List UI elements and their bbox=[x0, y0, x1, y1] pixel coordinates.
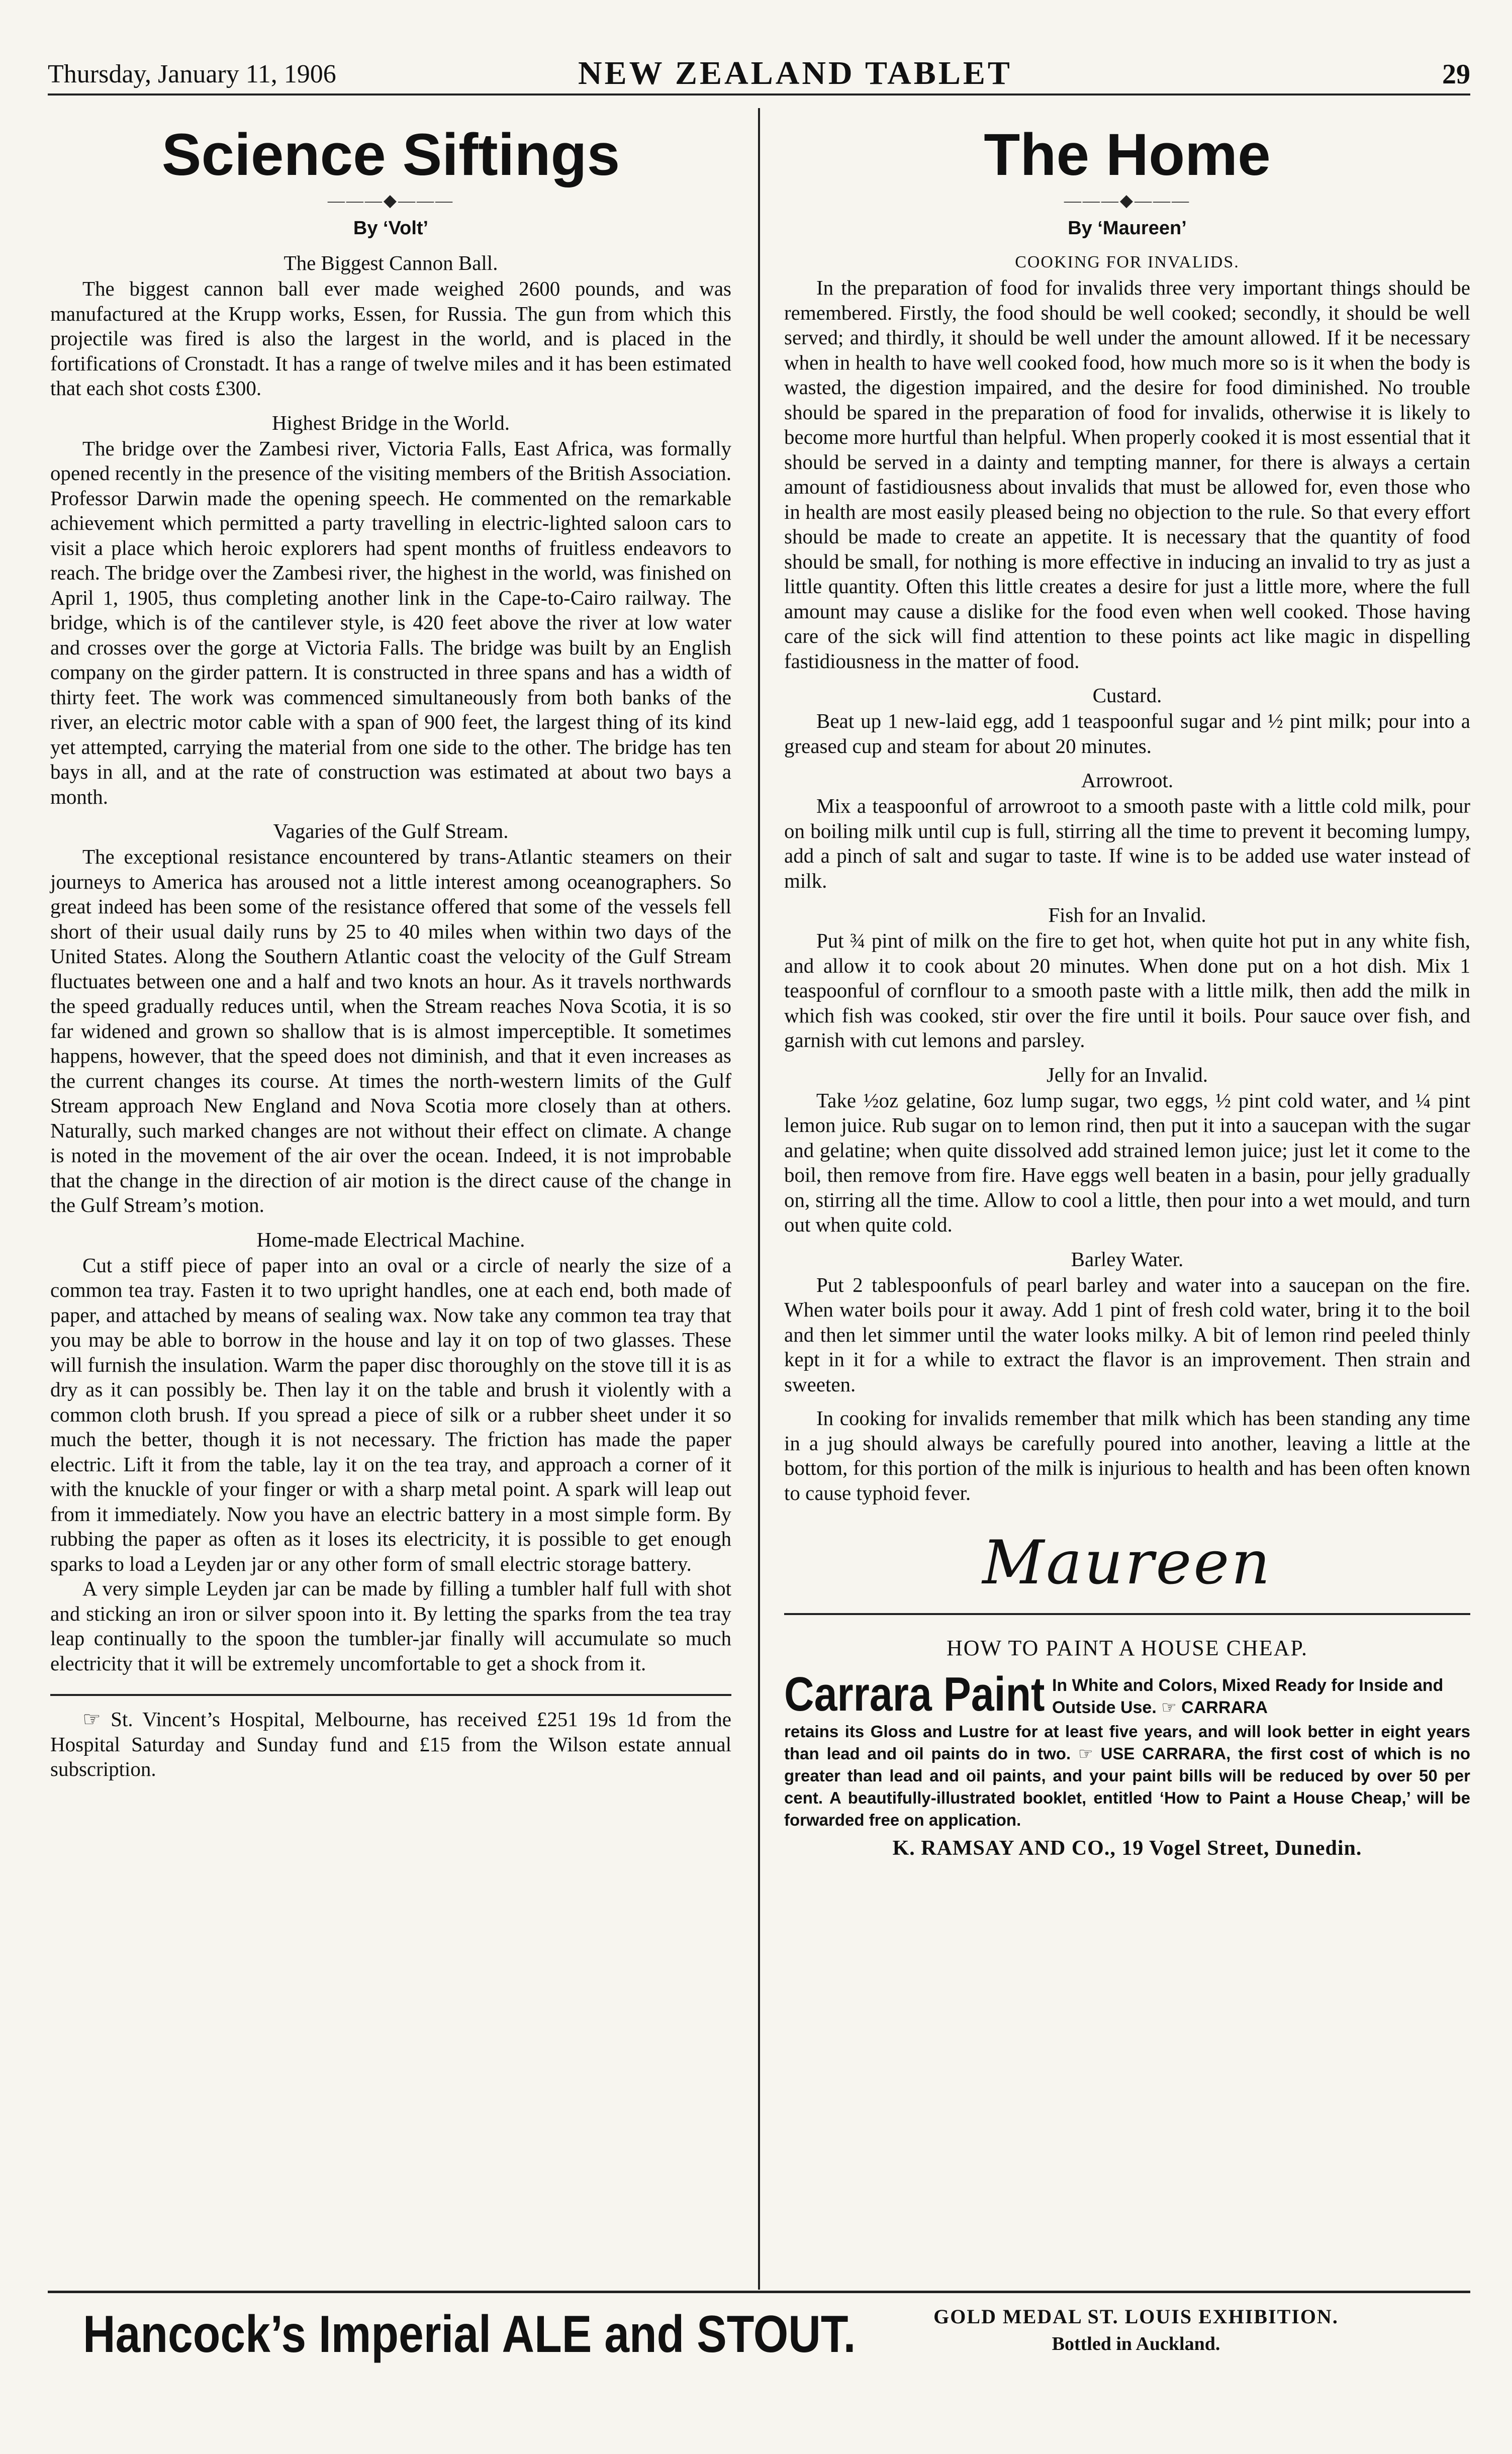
article-cooking-for-invalids bbox=[784, 250, 1470, 674]
page-number: 29 bbox=[1442, 59, 1470, 90]
recipe-heading: Fish for an Invalid. bbox=[1048, 903, 1206, 926]
recipe-fish bbox=[784, 902, 1470, 1053]
brand-tagline: In White and Colors, Mixed Ready for Inside and Outside Use. ☞ CARRARA bbox=[1052, 1676, 1444, 1717]
article-paragraph: A very simple Leyden jar can be made by filling a tumbler half full with shot and sticking an iron or silver spoon into it. By letting the sparks from the tea tray leap continually to the spoon the tumbler-jar finally will accumulate so much electricity that it will be extremely uncomfortable to get a shock from it. bbox=[50, 1577, 731, 1675]
carrara-paint-advertisement bbox=[784, 1613, 1470, 1863]
recipe-heading: Custard. bbox=[1092, 684, 1162, 707]
article-cannon-ball bbox=[50, 250, 731, 401]
note-text: St. Vincent’s Hospital, Melbourne, has received £251 19s 1d from the Hospital Saturday and Sunday fund and £15 from the Wilson estate annual subscription. bbox=[50, 1708, 731, 1780]
issue-date: Thursday, January 11, 1906 bbox=[48, 60, 336, 88]
ad-footer: K. RAMSAY AND CO., 19 Vogel Street, Dunedin. bbox=[892, 1837, 1362, 1860]
the-home-title: The Home bbox=[984, 122, 1271, 188]
byline-volt: By ‘Volt’ bbox=[353, 218, 429, 239]
article-highest-bridge bbox=[50, 410, 731, 810]
the-home-column bbox=[784, 117, 1470, 1863]
recipe-arrowroot bbox=[784, 768, 1470, 893]
bottled-in-auckland: Bottled in Auckland. bbox=[1052, 2333, 1220, 2354]
recipe-heading: Jelly for an Invalid. bbox=[1046, 1063, 1208, 1086]
header-rule bbox=[48, 93, 1470, 96]
article-paragraph: The biggest cannon ball ever made weighed 2600 pounds, and was manufactured at the Krupp works, Essen, for Russia. The gun from which this projectile was fired is also the largest in the world, and is placed in the fortifications of Cronstadt. It has a range of twelve miles and it has been estimated that each shot costs £300. bbox=[50, 277, 731, 400]
ad-headline: HOW TO PAINT A HOUSE CHEAP. bbox=[946, 1636, 1308, 1660]
recipe-text: Mix a teaspoonful of arrowroot to a smooth paste with a little cold milk, pour on boiling milk until cup is full, stirring all the time to prevent it becoming lumpy, add a pinch of salt and sugar to taste. If wine is to be added use water instead of milk. bbox=[784, 794, 1470, 892]
recipe-text: Put ¾ pint of milk on the fire to get hot, when quite hot put in any white fish, and allow it to cook about 20 minutes. When done put on a hot dish. Mix 1 teaspoonful of cornflour to a smooth paste with a little milk, then add the milk in which fish was cooked, stir over the fire until it boils. Pour sauce over fish, and garnish with cut lemons and parsley. bbox=[784, 929, 1470, 1052]
page-header bbox=[48, 54, 1470, 98]
section-heading: Vagaries of the Gulf Stream. bbox=[273, 819, 509, 842]
column-divider bbox=[758, 108, 760, 2290]
hospital-note bbox=[50, 1694, 731, 1782]
bottom-banner bbox=[48, 2291, 1470, 2369]
ornament-divider: ———◆——— bbox=[327, 192, 454, 210]
masthead: NEW ZEALAND TABLET bbox=[578, 55, 1012, 91]
hancocks-ale-ad: Hancock’s Imperial ALE and STOUT. bbox=[83, 2305, 856, 2364]
article-paragraph: The bridge over the Zambesi river, Victoria Falls, East Africa, was formally opened recently in the presence of the visiting members of the British Association. Professor Darwin made the opening speech. He commented on the remarkable achievement which permitted a party travelling in electric-lighted saloon cars to visit a place which heroic explorers had spent months of fruitless endeavors to reach. The bridge over the Zambesi river, the highest in the world, was finished on April 1, 1905, thus completing another link in the Cape-to-Cairo railway. The bridge, which is of the cantilever style, is 420 feet above the river at low water and crosses over the gorge at Victoria Falls. The bridge was built by an English company on the girder pattern. It is constructed in three spans and has a width of thirty feet. The work was commenced simultaneously from both banks of the river, an electric motor cable with a span of 900 feet, the largest thing of its kind yet attempted, carrying the material from one side to the other. The bridge has ten bays in all, and at the rate of construction was estimated at about two bays a month. bbox=[50, 436, 731, 808]
science-siftings-column bbox=[50, 117, 731, 1782]
section-heading: Home-made Electrical Machine. bbox=[256, 1228, 525, 1251]
recipe-text: Beat up 1 new-laid egg, add 1 teaspoonful sugar and ½ pint milk; pour into a greased cup and steam for about 20 minutes. bbox=[784, 709, 1470, 758]
article-paragraph: In the preparation of food for invalids three very important things should be remembered. Firstly, the food should be well cooked; secondly, it should be well served; and thirdly, it should be well under the amount allowed. If it be necessary when in health to have well cooked food, how much more so is it when the body is wasted, the digestion impaired, and the desire for food diminished. No trouble should be spared in the preparation of food for invalids, otherwise it is likely to become more hurtful than helpful. When properly cooked it is most essential that it should be served in a dainty and tempting manner, for there is always a certain amount of fastidiousness about invalids that must be allowed for, even those who in health are most easily pleased being no objection to the rule. So that every effort should be made to create an appetite. It is necessary that the quantity of food should be small, for nothing is more effective in inducing an invalid to try as just a little quantity. Often this little creates a desire for just a little more, where the full amount may cause a dislike for the food even when well cooked. Those having care of the sick will find attention to these points act like magic in dispelling fastidiousness in the matter of food. bbox=[784, 276, 1470, 673]
section-heading: The Biggest Cannon Ball. bbox=[284, 251, 498, 274]
note-paragraph bbox=[50, 1707, 731, 1782]
article-paragraph: The exceptional resistance encountered by trans-Atlantic steamers on their journeys to America has aroused not a little interest among oceanographers. So great indeed has been some of the resistance offered that some of the vessels fell short of their usual daily runs by 25 to 40 miles when within two days of the United States. Along the Southern Atlantic coast the velocity of the Gulf Stream fluctuates between one and a half and two knots an hour. As it travels northwards the speed gradually reduces until, when the Stream reaches Nova Scotia, it is so far widened and grown so shallow that is is almost imperceptible. It sometimes happens, however, that the speed does not diminish, and that it even increases as the current changes its course. At times the north-western limits of the Gulf Stream approach New England and Nova Scotia more closely than at others. Naturally, such marked changes are not without their effect on climate. A change is noted in the movement of the air over the ocean. Indeed, it is not improbable that the change in the direction of air motion is the direct cause of the change in the Gulf Stream’s motion. bbox=[50, 845, 731, 1216]
section-heading: COOKING FOR INVALIDS. bbox=[1015, 253, 1240, 271]
closing-paragraph: In cooking for invalids remember that milk which has been standing any time in a jug should always be carefully poured into another, leaving a little at the bottom, for this portion of the milk is injurious to health and has been often known to cause typhoid fever. bbox=[784, 1406, 1470, 1504]
byline-maureen: By ‘Maureen’ bbox=[1068, 218, 1187, 239]
recipe-custard bbox=[784, 683, 1470, 759]
ad-brand-row bbox=[784, 1668, 1470, 1721]
signature-maureen: Maureen bbox=[982, 1528, 1272, 1598]
ornament-divider: ———◆——— bbox=[1064, 192, 1191, 210]
recipe-barley-water bbox=[784, 1247, 1470, 1506]
science-siftings-title: Science Siftings bbox=[161, 122, 620, 188]
signature bbox=[784, 1526, 1470, 1601]
recipe-heading: Arrowroot. bbox=[1081, 769, 1174, 792]
article-electrical-machine bbox=[50, 1227, 731, 1676]
section-heading: Highest Bridge in the World. bbox=[271, 411, 510, 434]
pointing-hand-icon: ☞ bbox=[82, 1708, 111, 1731]
recipe-text: Take ½oz gelatine, 6oz lump sugar, two eggs, ½ pint cold water, and ¼ pint lemon juice. Rub sugar on to lemon rind, then put it into a saucepan with the sugar and gelatine; when quite dissolved add strained lemon juice; just let it come to the boil, then remove from fire. Have eggs well beaten in a basin, pour jelly gradually on, stirring all the time. Allow to cool a little, then pour into a wet mould, and turn out when quite cold. bbox=[784, 1088, 1470, 1236]
article-paragraph: Cut a stiff piece of paper into an oval or a circle of nearly the size of a common tea tray. Fasten it to two upright handles, one at each end, both made of paper, and attached by means of sealing wax. Now take any common tea tray that you may be able to borrow in the house and lay it on top of two glasses. These will furnish the insulation. Warm the paper disc thoroughly on the stove till it is as dry as it can possibly be. Then lay it on the table and brush it violently with a common cloth brush. If you spread a piece of silk or a rubber sheet under it so much the better, though it is not necessary. The friction has made the paper electric. Lift it from the table, lay it on the tea tray, and approach a corner of it with the knuckle of your finger or with a sharp metal point. A spark will leap out from it immediately. Now you have an electric battery in a most simple form. By rubbing the paper as often as it loses its electricity, it is possible to get enough sparks to load a Leyden jar or any other form of small electric storage battery. bbox=[50, 1253, 731, 1575]
article-gulf-stream bbox=[50, 818, 731, 1218]
brand-name: Carrara Paint bbox=[784, 1667, 1045, 1721]
gold-medal-text: GOLD MEDAL ST. LOUIS EXHIBITION. bbox=[933, 2305, 1339, 2328]
recipe-jelly bbox=[784, 1062, 1470, 1238]
ad-body: retains its Gloss and Lustre for at least five years, and will look better in eight years than lead and oil paints do in two. ☞ USE CARRARA, the first cost of which is no greater than lead and oil paints, and your paint bills will be reduced by over 50 per cent. A beautifully-illustrated booklet, entitled ‘How to Paint a House Cheap,’ will be forwarded free on application. bbox=[784, 1722, 1470, 1829]
recipe-heading: Barley Water. bbox=[1071, 1247, 1184, 1271]
recipe-text: Put 2 tablespoonfuls of pearl barley and water into a saucepan on the fire. When water boils pour it away. Add 1 pint of fresh cold water, bring it to the boil and then let simmer until the water looks milky. A bit of lemon rind peeled thinly kept in it for a while to extract the flavor is an improvement. Then strain and sweeten. bbox=[784, 1273, 1470, 1396]
